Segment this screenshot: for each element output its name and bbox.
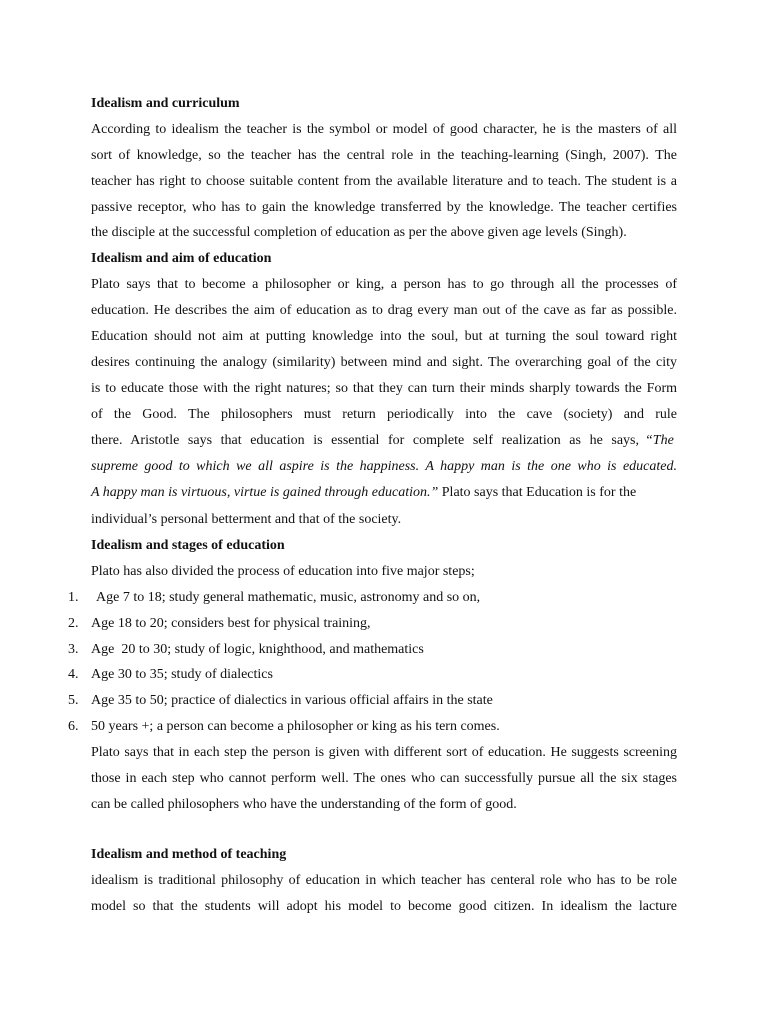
paragraph-line: Education should not aim at putting knowledge into the soul, but at turning the soul toward right — [91, 329, 677, 344]
section-heading-curriculum: Idealism and curriculum — [91, 96, 240, 111]
paragraph-line: education. He describes the aim of education as to drag every man out of the cave as far as possible. — [91, 303, 677, 318]
quote-line: supreme good to which we all aspire is the happiness. A happy man is the one who is educated. — [91, 459, 677, 474]
quote-line: A happy man is virtuous, virtue is gained through education.” — [91, 485, 439, 500]
paragraph-line: model so that the students will adopt his model to become good citizen. In idealism the lacture — [91, 899, 677, 914]
quote-open: “The — [645, 433, 674, 448]
paragraph-line: of the Good. The philosophers must return periodically into the cave (society) and rule — [91, 407, 677, 422]
list-item-number: 6. — [68, 719, 79, 734]
list-item-number: 1. — [68, 590, 79, 605]
section-heading-stages: Idealism and stages of education — [91, 538, 285, 553]
paragraph-line: Plato says that to become a philosopher or king, a person has to go through all the processes of — [91, 277, 677, 292]
paragraph-line: individual’s personal betterment and that of the society. — [91, 512, 402, 527]
paragraph-line: teacher has right to choose suitable content from the available literature and to teach. The student is a — [91, 174, 677, 189]
paragraph-line: sort of knowledge, so the teacher has the central role in the teaching-learning (Singh, 2007). The — [91, 148, 677, 163]
section-heading-method: Idealism and method of teaching — [91, 847, 287, 862]
paragraph-line: is to educate those with the right natures; so that they can turn their minds sharply towards the Form — [91, 381, 677, 396]
paragraph-line: those in each step who cannot perform well. The ones who can successfully pursue all the six stages — [91, 771, 677, 786]
list-item-text: Age 35 to 50; practice of dialectics in various official affairs in the state — [91, 693, 493, 708]
paragraph-text: Plato says that Education is for the — [438, 485, 637, 500]
paragraph-line: According to idealism the teacher is the symbol or model of good character, he is the masters of all — [91, 122, 677, 137]
list-item-number: 3. — [68, 642, 79, 657]
paragraph-line: can be called philosophers who have the understanding of the form of good. — [91, 797, 517, 812]
list-item-number: 2. — [68, 616, 79, 631]
paragraph-line: desires continuing the analogy (similarity) between mind and sight. The overarching goal of the city — [91, 355, 677, 370]
quote-and-text-line — [91, 484, 636, 502]
list-item-text: Age 20 to 30; study of logic, knighthood, and mathematics — [91, 642, 424, 657]
list-item-number: 5. — [68, 693, 79, 708]
list-item-text: Age 7 to 18; study general mathematic, music, astronomy and so on, — [96, 590, 481, 605]
paragraph-line: the disciple at the successful completion of education as per the above given age levels (Singh). — [91, 225, 627, 240]
list-item-text: 50 years +; a person can become a philosopher or king as his tern comes. — [91, 719, 500, 734]
paragraph-line: idealism is traditional philosophy of education in which teacher has centeral role who has to be role — [91, 873, 677, 888]
list-item-text: Age 18 to 20; considers best for physical training, — [91, 616, 371, 631]
paragraph-line: Plato says that in each step the person is given with different sort of education. He suggests screening — [91, 745, 677, 760]
list-item-number: 4. — [68, 667, 79, 682]
paragraph-line: Plato has also divided the process of education into five major steps; — [91, 564, 475, 579]
list-item-text: Age 30 to 35; study of dialectics — [91, 667, 273, 682]
paragraph-line: passive receptor, who has to gain the knowledge transferred by the knowledge. The teacher certifies — [91, 200, 677, 215]
section-heading-aim: Idealism and aim of education — [91, 251, 272, 266]
paragraph-line: there. Aristotle says that education is essential for complete self realization as he says, — [91, 433, 639, 448]
